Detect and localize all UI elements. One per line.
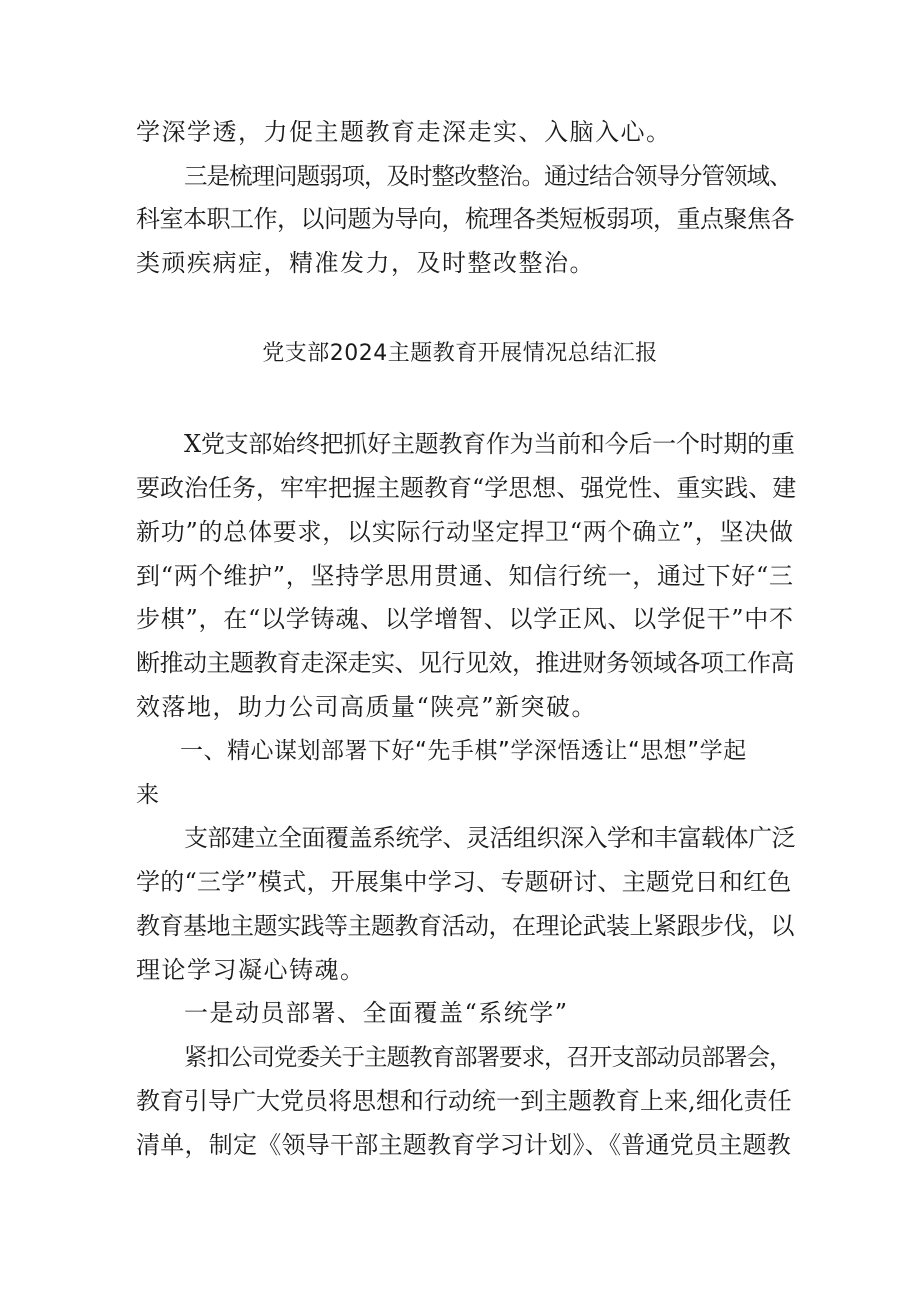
text-line: 清单，制定《领导干部主题教育学习计划》、《普通党员主题教 [136,1131,791,1159]
text-line: X党支部始终把抓好主题教育作为当前和今后一个时期的重 [184,430,795,458]
text-line: 教育基地主题实践等主题教育活动，在理论武装上紧跟步伐，以 [136,912,794,940]
text-line: 新功”的总体要求，以实际行动坚定捍卫“两个确立”，坚决做 [136,518,794,546]
text-line: 教育引导广大党员将思想和行动统一到主题教育上来,细化责任 [136,1087,792,1115]
text-line: 紧扣公司党委关于主题教育部署要求，召开支部动员部署会， [184,1043,792,1071]
text-line: 断推动主题教育走深走实、见行见效，推进财务领域各项工作高 [136,649,794,677]
text-line: 到“两个维护”，坚持学思用贯通、知信行统一，通过下好“三 [136,562,794,590]
text-line: 科室本职工作，以问题为导向，梳理各类短板弱项，重点聚焦各 [136,205,794,233]
text-line: 类顽疾病症，精准发力，及时整改整治。 [136,249,595,277]
text-line: 学深学透，力促主题教育走深走实、入脑入心。 [136,118,672,146]
text-line: 理论学习凝心铸魂。 [136,956,366,984]
text-line: 学的“三学”模式，开展集中学习、专题研讨、主题党日和红色 [136,868,792,896]
text-line: 要政治任务，牢牢把握主题教育“学思想、强党性、重实践、建 [136,474,797,502]
section-heading-continued: 来 [136,782,160,808]
text-line: 步棋”，在“以学铸魂、以学增智、以学正风、以学促干”中不 [136,605,794,633]
text-line: 支部建立全面覆盖系统学、灵活组织深入学和丰富载体广泛 [184,824,795,852]
section-heading: 一、精心谋划部署下好“先手棋”学深悟透让“思想”学起 [180,738,747,764]
text-line: 效落地，助力公司高质量“陕亮”新突破。 [136,693,598,721]
text-line: 三是梳理问题弱项，及时整改整治。通过结合领导分管领域、 [184,162,792,190]
report-title: 党支部2024主题教育开展情况总结汇报 [262,341,658,366]
sub-heading: 一是动员部署、全面覆盖“系统学” [184,999,569,1027]
